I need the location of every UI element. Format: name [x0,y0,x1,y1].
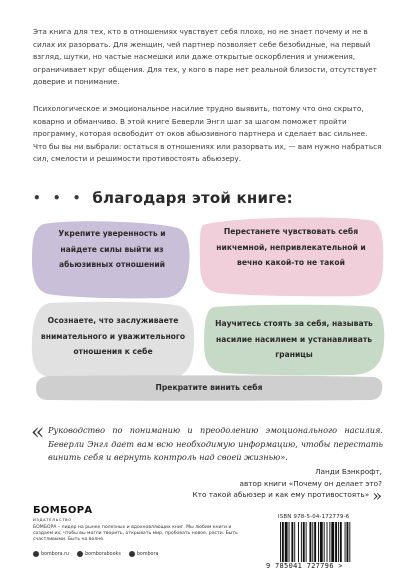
social-website[interactable] [33,551,69,557]
benefit-text-2: Перестанете чувствовать себя никчемной, непривлекательной и вечно какой-то не такой [216,227,366,267]
barcode-icon [280,522,376,562]
social-telegram[interactable] [129,551,159,557]
isbn-label: ISBN 978-5-04-172779-6 [278,514,350,520]
benefit-text-1: Укрепите уверенность и найдете силы выйти из абьюзивных отношений [58,229,166,269]
social-vk[interactable] [77,551,121,557]
publisher-logo-sub: ИЗДАТЕЛЬСТВО [33,517,72,522]
quote-text: Руководство по пониманию и преодолению эмоционального насилия. Беверли Энгл дает вам всю необходимую информацию, чтобы перестать винить себя и вернуть контроль над своей жизнью». [48,425,383,462]
social-vk-label: bomborabooks [85,551,121,557]
quote-author-credit-2: Кто такой абьюзер и как ему противостоять» [192,490,370,499]
quote-attribution [192,466,382,505]
social-website-label: bombora.ru [41,551,70,557]
intro-paragraph-1: Эта книга для тех, кто в отношениях чувствует себя плохо, но не знает почему и не в силах их разорвать. Для женщин, чей партнер позволяет себе безобидные, на первый взгляд, шутки, но частые насмешки или даже открытые оскорбления и унижения, ограничивает круг общения. Для тех, у кого в паре нет реальной близости, отсутствует доверие и понимание. [33,27,377,86]
publisher-logo-name: БОМБОРА [33,505,93,516]
benefit-text-5: Прекратите винить себя [155,383,263,392]
social-telegram-label: bombora [136,551,159,557]
vk-icon [77,551,83,557]
section-heading [33,188,383,208]
benefit-text-4: Научитесь стоять за себя, называть насилие насилием и устанавливать границы [215,319,373,359]
intro-paragraph-2: Психологическое и эмоциональное насилие трудно выявить, потому что оно скрыто, коварно и обманчиво. В этой книге Беверли Энгл шаг за шагом поможет пройти программу, которая освободит от оков абьюзивного партнера и сделает вас сильнее. Что бы вы ни выбрали: остаться в отношениях или разорвать их, — вам нужно набраться сил, смелости и решимости противостоять абьюзеру. [33,104,382,163]
quote-author-credit-1: автор книги «Почему он делает это? [239,478,382,488]
publisher-logo [33,505,92,522]
heading-title: благодаря этой книге: [92,189,293,207]
globe-icon [33,551,39,557]
quote-author-name: Ланди Бэнкрофт, [315,467,382,476]
heading-dots: • • • [33,191,85,205]
quote-open-mark: « [31,420,45,445]
quote-close-mark: » [372,486,382,505]
publisher-blurb: БОМБОРА – лидер на рынке полезных и вдохновляющих книг. Мы любим книги и создаем их, чтобы вы могли творить, открывать мир, пробовать новое, расти. Быть счастливыми. Быть на волне. [33,525,238,543]
publisher-socials [33,551,166,557]
benefit-text-3: Осознаете, что заслуживаете внимательного и уважительного отношения к себе [40,316,186,356]
telegram-icon [129,551,135,557]
barcode-digits: 9 785041 727796 > [266,562,343,570]
